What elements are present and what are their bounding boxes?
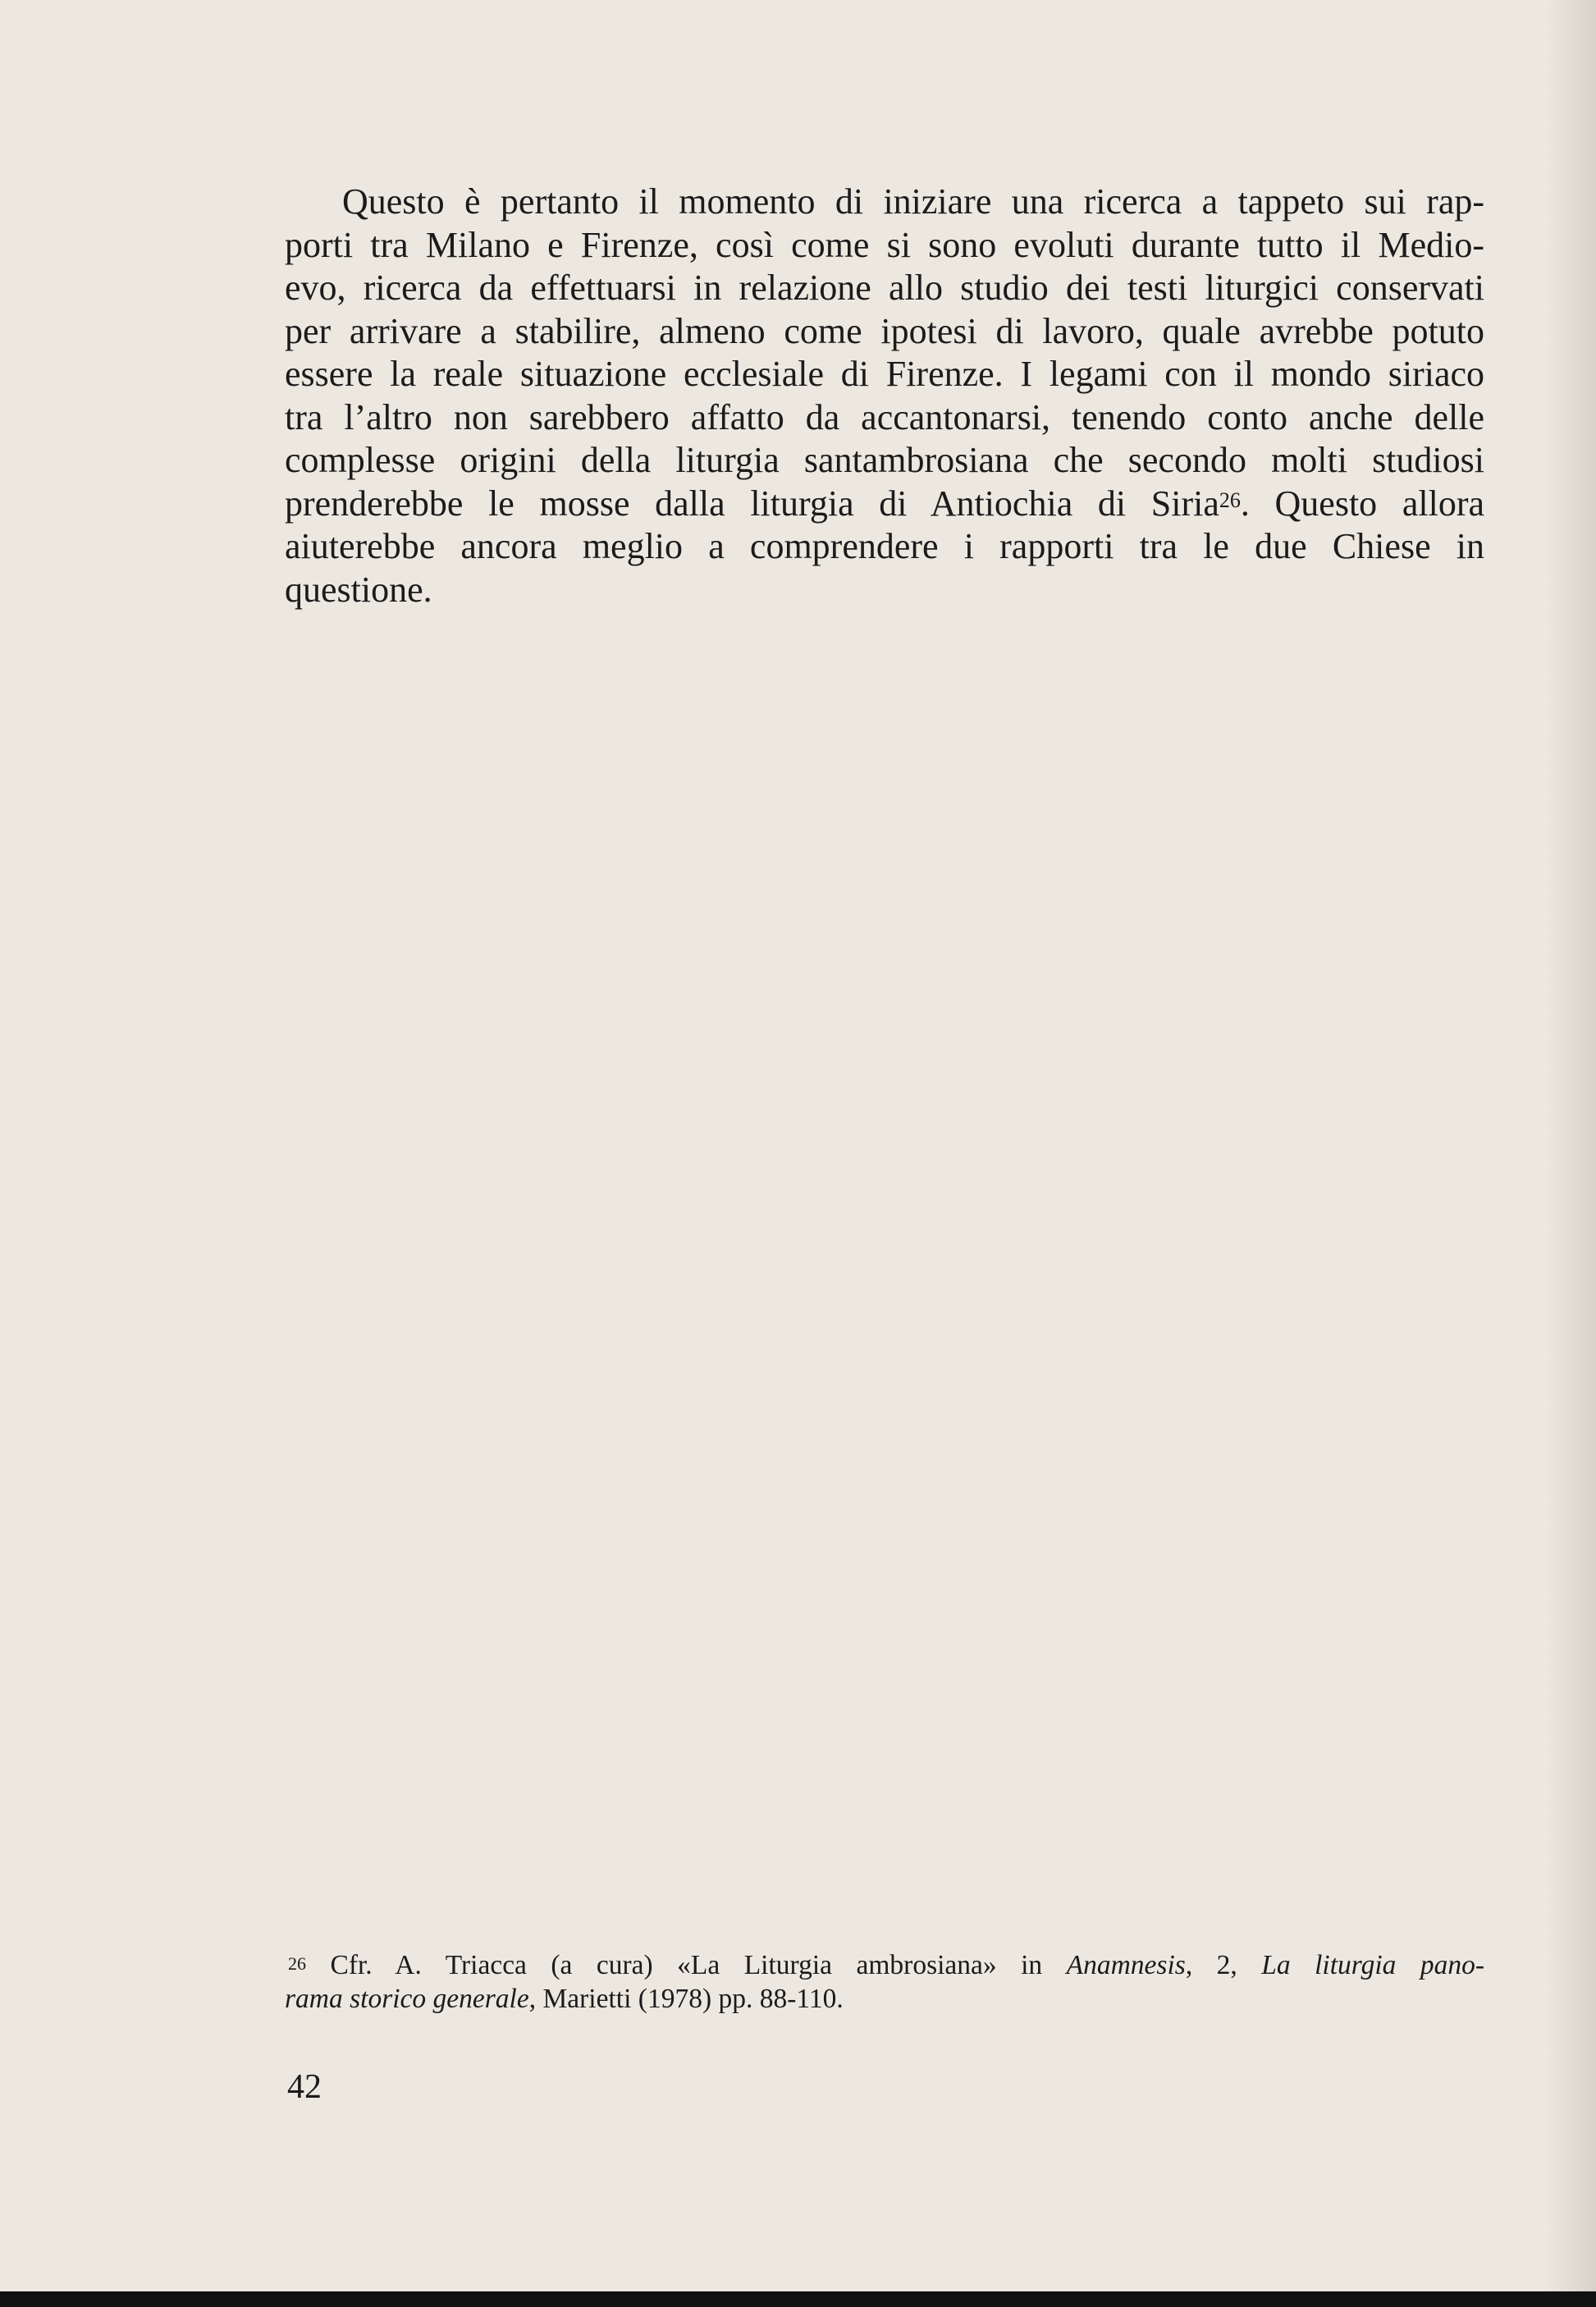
text-segment: . Questo allora (1240, 483, 1485, 524)
footnote-title: rama storico generale (285, 1984, 529, 2014)
footnote (285, 1948, 1484, 2016)
footnote-text: , 2, (1185, 1950, 1262, 1980)
scan-border (0, 2291, 1596, 2307)
text-line: aiuterebbe ancora meglio a comprendere i rapporti tra le due Chiese in (285, 526, 1484, 566)
page-edge-shadow (1547, 0, 1596, 2291)
footnote-line (285, 1982, 1484, 2016)
footnote-reference[interactable]: 26 (1219, 487, 1241, 512)
footnote-number: 26 (288, 1953, 306, 1974)
text-line-with-footnote-ref (285, 483, 1484, 526)
page-number: 42 (287, 2068, 322, 2106)
text-line: tra l’altro non sarebbero affatto da accantonarsi, tenendo conto anche delle (285, 396, 1484, 437)
footnote-text: , Marietti (1978) pp. 88-110. (528, 1984, 844, 2014)
footnote-title: La liturgia pano- (1261, 1950, 1485, 1980)
text-line: essere la reale situazione ecclesiale di Firenze. I legami con il mondo siriaco (285, 354, 1484, 394)
text-line: evo, ricerca da effettuarsi in relazione allo studio dei testi liturgici conservati (285, 268, 1484, 308)
body-paragraph (285, 181, 1484, 611)
footnote-text: Cfr. A. Triacca (a cura) «La Liturgia ambrosiana» in (306, 1950, 1067, 1980)
text-line: questione. (285, 569, 432, 610)
footnote-line (285, 1948, 1484, 1982)
text-line: Questo è pertanto il momento di iniziare una ricerca a tappeto sui rap- (342, 181, 1484, 222)
footnote-title: Anamnesis (1066, 1950, 1186, 1980)
text-line: complesse origini della liturgia santambrosiana che secondo molti studiosi (285, 440, 1484, 480)
text-segment: prenderebbe le mosse dalla liturgia di Antiochia di Siria (285, 483, 1219, 524)
text-line: per arrivare a stabilire, almeno come ipotesi di lavoro, quale avrebbe potuto (285, 310, 1484, 351)
text-line: porti tra Milano e Firenze, così come si sono evoluti durante tutto il Medio- (285, 224, 1484, 265)
